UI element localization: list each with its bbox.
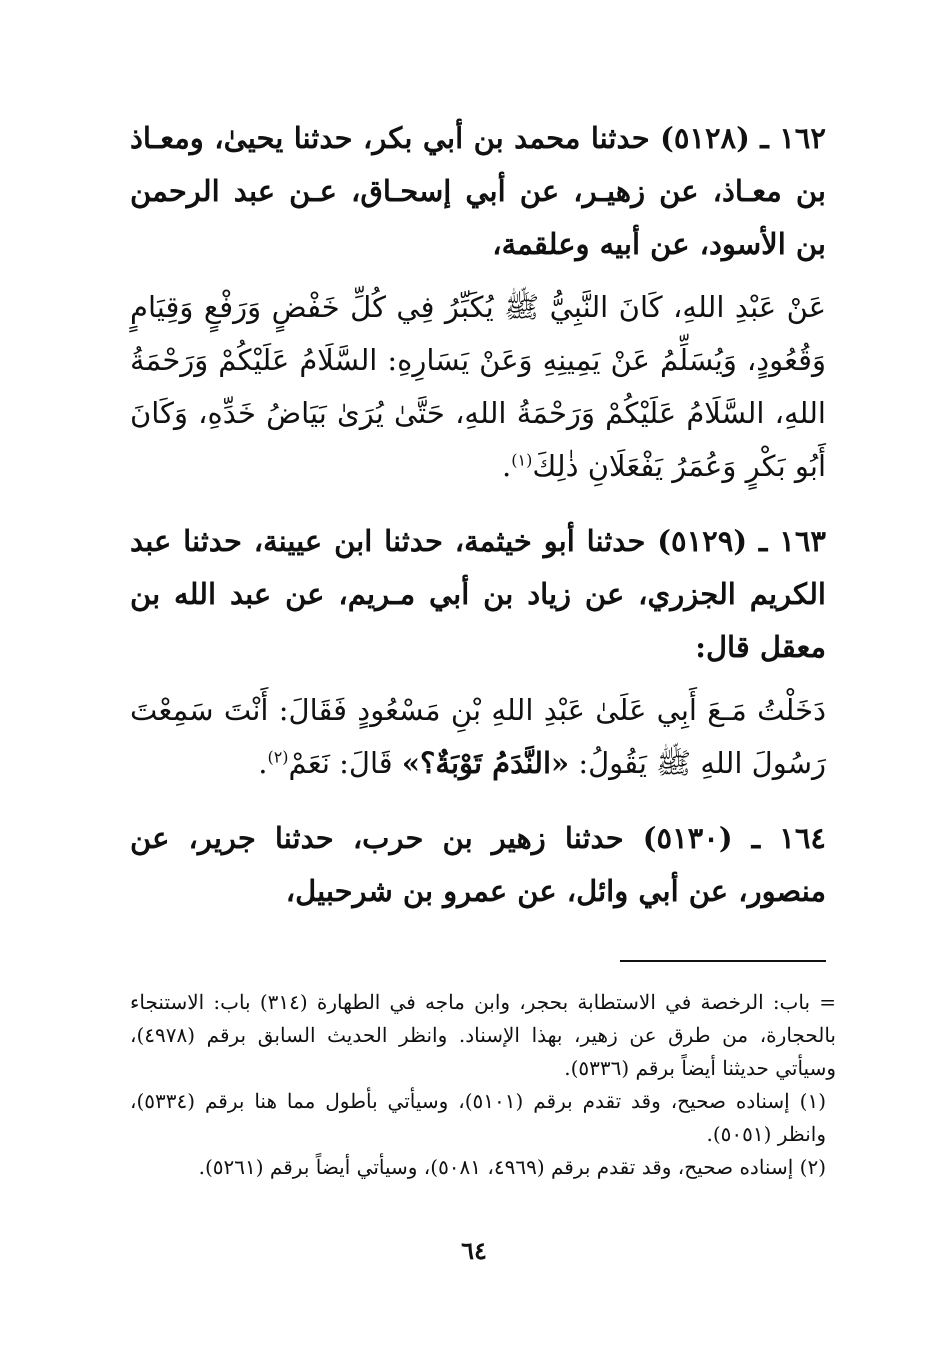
hadith-162-isnad — [130, 112, 826, 271]
hadith-162-matn-end: . — [502, 449, 512, 483]
page-number: ٦٤ — [461, 1236, 487, 1265]
hadith-164-number: ١٦٤ ـ (٥١٣٠) — [642, 821, 826, 855]
hadith-162-matn — [130, 281, 826, 493]
hadith-162-number: ١٦٢ ـ (٥١٢٨) — [660, 121, 826, 155]
hadith-163-matn-end: . — [258, 746, 268, 780]
hadith-163-isnad-text: حدثنا أبو خيثمة، حدثنا ابن عيينة، حدثنا عبد الكريم الجزري، عن زياد بن أبي مـريم، عن عبد الله بن معقل قال: — [130, 524, 826, 664]
footnote-separator — [620, 960, 826, 962]
hadith-163-matn-reply: قَالَ: نَعَمْ — [288, 746, 393, 780]
hadith-162-matn-text: عَنْ عَبْدِ اللهِ، كَانَ النَّبِيُّ ﷺ يُكَبِّرُ فِي كُلِّ خَفْضٍ وَرَفْعٍ وَقِيَامٍ وَقُعُودٍ، وَيُسَلِّمُ عَنْ يَمِينِهِ وَعَنْ يَسَارِهِ: السَّلَامُ عَلَيْكُمْ وَرَحْمَةُ اللهِ، السَّلَامُ عَلَيْكُمْ وَرَحْمَةُ اللهِ، حَتَّىٰ يُرَىٰ بَيَاضُ خَدِّهِ، وَكَانَ أَبُو بَكْرٍ وَعُمَرُ يَفْعَلَانِ ذٰلِكَ — [130, 290, 826, 483]
hadith-163-matn — [130, 684, 826, 790]
footnote-1: (١) إسناده صحيح، وقد تقدم برقم (٥١٠١)، وسيأتي بأطول مما هنا برقم (٥٣٣٤)، وانظر (٥٠٥١). — [130, 1089, 826, 1146]
hadith-162-isnad-text: حدثنا محمد بن أبي بكر، حدثنا يحيىٰ، ومعـاذ بن معـاذ، عن زهيـر، عن أبي إسحـاق، عـن عبد الرحمن بن الأسود، عن أبيه وعلقمة، — [130, 121, 826, 261]
hadith-164-isnad-text: حدثنا زهير بن حرب، حدثنا جرير، عن منصور، عن أبي وائل، عن عمرو بن شرحبيل، — [130, 821, 826, 908]
hadith-163-isnad — [130, 515, 826, 674]
hadith-163-number: ١٦٣ ـ (٥١٢٩) — [657, 524, 826, 558]
footnote-2: (٢) إسناده صحيح، وقد تقدم برقم (٤٩٦٩، ٥٠٨١)، وسيأتي أيضاً برقم (٥٢٦١). — [198, 1155, 826, 1179]
hadith-163-matn-text: دَخَلْتُ مَـعَ أَبِي عَلَىٰ عَبْدِ اللهِ بْنِ مَسْعُودٍ فَقَالَ: أَنْتَ سَمِعْتَ رَسُولَ اللهِ ﷺ يَقُولُ: — [130, 693, 826, 780]
hadith-163-quote: «النَّدَمُ تَوْبَةٌ؟» — [401, 746, 570, 780]
footnote-ref-2[interactable]: (٢) — [267, 747, 289, 767]
footnotes — [130, 986, 836, 1184]
footnote-ref-1[interactable]: (١) — [511, 450, 533, 470]
footnote-continuation: = باب: الرخصة في الاستطابة بحجر، وابن ماجه في الطهارة (٣١٤) باب: الاستنجاء بالحجارة، من طرق عن زهير، بهذا الإسناد. وانظر الحديث السابق برقم (٤٩٧٨)، وسيأتي حديثنا أيضاً برقم (٥٣٣٦). — [130, 990, 836, 1080]
hadith-164-isnad — [130, 812, 826, 918]
